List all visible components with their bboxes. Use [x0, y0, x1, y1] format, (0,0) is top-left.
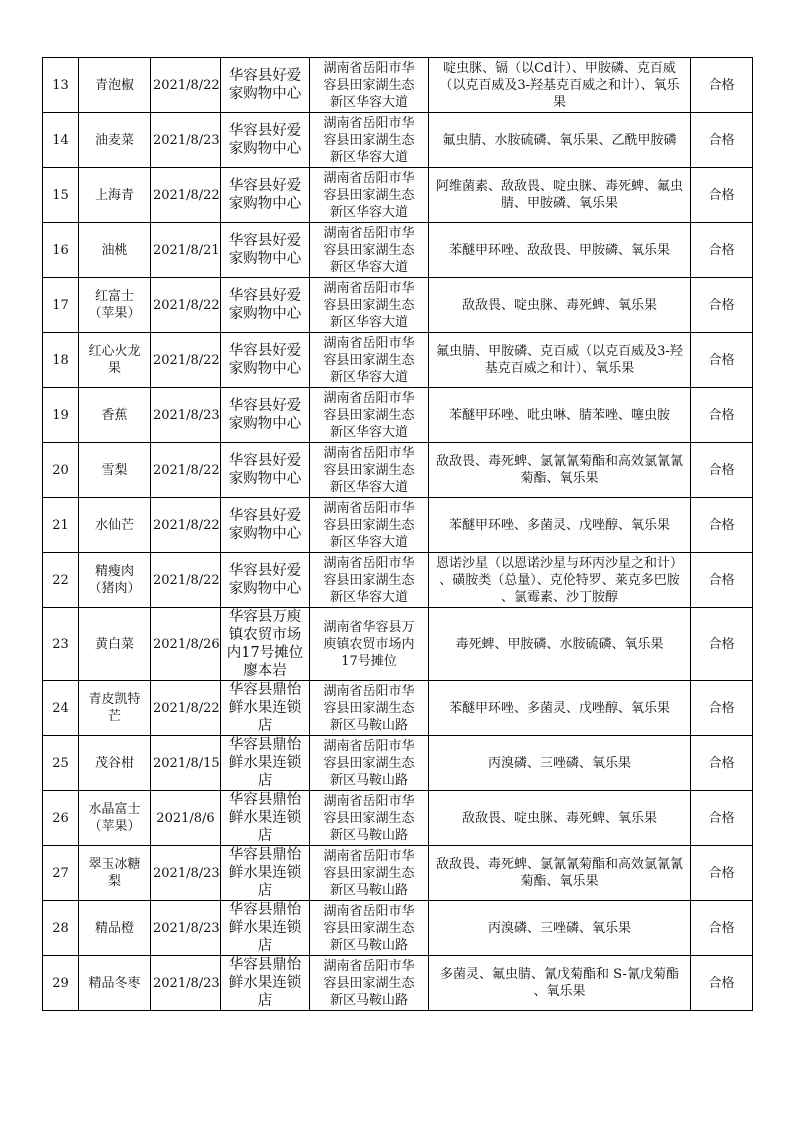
test-items-cell: 氟虫腈、甲胺磷、克百威（以克百威及3-羟 基克百威之和计）、氧乐果 — [429, 333, 691, 388]
table-row — [43, 791, 753, 846]
test-result-cell: 合格 — [691, 791, 753, 846]
market-address-cell: 湖南省岳阳市华 容县田家湖生态 新区马鞍山路 — [310, 901, 429, 956]
sample-date-cell: 2021/8/22 — [151, 333, 221, 388]
sample-date-cell: 2021/8/21 — [151, 223, 221, 278]
sample-date-cell: 2021/8/23 — [151, 901, 221, 956]
sample-date-cell: 2021/8/23 — [151, 388, 221, 443]
market-name-cell: 华容县鼎怡 鲜水果连锁 店 — [221, 681, 310, 736]
table-row — [43, 278, 753, 333]
row-number-cell: 17 — [43, 278, 79, 333]
sample-date-cell: 2021/8/22 — [151, 681, 221, 736]
product-name-cell: 精品橙 — [79, 901, 151, 956]
market-address-cell: 湖南省岳阳市华 容县田家湖生态 新区华容大道 — [310, 333, 429, 388]
test-result-cell: 合格 — [691, 901, 753, 956]
test-items-cell: 苯醚甲环唑、多菌灵、戊唑醇、氧乐果 — [429, 498, 691, 553]
test-result-cell: 合格 — [691, 736, 753, 791]
market-name-cell: 华容县好爱 家购物中心 — [221, 168, 310, 223]
test-result-cell: 合格 — [691, 443, 753, 498]
market-name-cell: 华容县鼎怡 鲜水果连锁 店 — [221, 956, 310, 1011]
row-number-cell: 28 — [43, 901, 79, 956]
table-row — [43, 553, 753, 608]
inspection-results-table — [42, 57, 753, 1011]
table-row — [43, 333, 753, 388]
product-name-cell: 油桃 — [79, 223, 151, 278]
test-result-cell: 合格 — [691, 498, 753, 553]
test-result-cell: 合格 — [691, 333, 753, 388]
row-number-cell: 19 — [43, 388, 79, 443]
test-items-cell: 丙溴磷、三唑磷、氧乐果 — [429, 901, 691, 956]
row-number-cell: 21 — [43, 498, 79, 553]
sample-date-cell: 2021/8/23 — [151, 113, 221, 168]
table-row — [43, 113, 753, 168]
row-number-cell: 20 — [43, 443, 79, 498]
market-address-cell: 湖南省岳阳市华 容县田家湖生态 新区华容大道 — [310, 553, 429, 608]
row-number-cell: 18 — [43, 333, 79, 388]
test-result-cell: 合格 — [691, 278, 753, 333]
market-address-cell: 湖南省岳阳市华 容县田家湖生态 新区马鞍山路 — [310, 791, 429, 846]
table-row — [43, 736, 753, 791]
product-name-cell: 精瘦肉 （猪肉） — [79, 553, 151, 608]
row-number-cell: 15 — [43, 168, 79, 223]
row-number-cell: 23 — [43, 608, 79, 681]
test-items-cell: 阿维菌素、敌敌畏、啶虫脒、毒死蜱、氟虫 腈、甲胺磷、氧乐果 — [429, 168, 691, 223]
row-number-cell: 16 — [43, 223, 79, 278]
product-name-cell: 雪梨 — [79, 443, 151, 498]
product-name-cell: 油麦菜 — [79, 113, 151, 168]
market-name-cell: 华容县鼎怡 鲜水果连锁 店 — [221, 791, 310, 846]
product-name-cell: 红心火龙 果 — [79, 333, 151, 388]
sample-date-cell: 2021/8/23 — [151, 846, 221, 901]
product-name-cell: 翠玉冰糖 梨 — [79, 846, 151, 901]
product-name-cell: 香蕉 — [79, 388, 151, 443]
table-row — [43, 498, 753, 553]
market-address-cell: 湖南省岳阳市华 容县田家湖生态 新区马鞍山路 — [310, 736, 429, 791]
test-items-cell: 苯醚甲环唑、多菌灵、戊唑醇、氧乐果 — [429, 681, 691, 736]
product-name-cell: 水晶富士 （苹果） — [79, 791, 151, 846]
sample-date-cell: 2021/8/22 — [151, 168, 221, 223]
sample-date-cell: 2021/8/22 — [151, 278, 221, 333]
market-address-cell: 湖南省岳阳市华 容县田家湖生态 新区华容大道 — [310, 498, 429, 553]
market-address-cell: 湖南省岳阳市华 容县田家湖生态 新区华容大道 — [310, 58, 429, 113]
table-body — [43, 58, 753, 1011]
market-name-cell: 华容县好爱 家购物中心 — [221, 333, 310, 388]
sample-date-cell: 2021/8/22 — [151, 498, 221, 553]
product-name-cell: 水仙芒 — [79, 498, 151, 553]
table-row — [43, 901, 753, 956]
market-name-cell: 华容县万庾 镇农贸市场 内17号摊位 廖本岩 — [221, 608, 310, 681]
market-address-cell: 湖南省岳阳市华 容县田家湖生态 新区马鞍山路 — [310, 846, 429, 901]
product-name-cell: 上海青 — [79, 168, 151, 223]
table-row — [43, 956, 753, 1011]
product-name-cell: 红富士 （苹果） — [79, 278, 151, 333]
market-address-cell: 湖南省岳阳市华 容县田家湖生态 新区华容大道 — [310, 388, 429, 443]
market-address-cell: 湖南省华容县万 庾镇农贸市场内 17号摊位 — [310, 608, 429, 681]
product-name-cell: 茂谷柑 — [79, 736, 151, 791]
test-result-cell: 合格 — [691, 681, 753, 736]
product-name-cell: 精品冬枣 — [79, 956, 151, 1011]
market-address-cell: 湖南省岳阳市华 容县田家湖生态 新区华容大道 — [310, 223, 429, 278]
test-result-cell: 合格 — [691, 58, 753, 113]
table-row — [43, 443, 753, 498]
table-row — [43, 846, 753, 901]
test-items-cell: 敌敌畏、啶虫脒、毒死蜱、氧乐果 — [429, 278, 691, 333]
sample-date-cell: 2021/8/23 — [151, 956, 221, 1011]
sample-date-cell: 2021/8/22 — [151, 58, 221, 113]
table-row — [43, 388, 753, 443]
test-items-cell: 敌敌畏、啶虫脒、毒死蜱、氧乐果 — [429, 791, 691, 846]
table-row — [43, 168, 753, 223]
test-result-cell: 合格 — [691, 113, 753, 168]
test-result-cell: 合格 — [691, 388, 753, 443]
row-number-cell: 14 — [43, 113, 79, 168]
market-name-cell: 华容县好爱 家购物中心 — [221, 443, 310, 498]
market-name-cell: 华容县鼎怡 鲜水果连锁 店 — [221, 846, 310, 901]
test-items-cell: 啶虫脒、镉（以Cd计）、甲胺磷、克百威 （以克百威及3-羟基克百威之和计）、氧乐 果 — [429, 58, 691, 113]
market-name-cell: 华容县好爱 家购物中心 — [221, 498, 310, 553]
test-items-cell: 敌敌畏、毒死蜱、氯氰氰菊酯和高效氯氰氰 菊酯、氧乐果 — [429, 443, 691, 498]
table-row — [43, 58, 753, 113]
test-result-cell: 合格 — [691, 956, 753, 1011]
market-address-cell: 湖南省岳阳市华 容县田家湖生态 新区马鞍山路 — [310, 681, 429, 736]
market-name-cell: 华容县鼎怡 鲜水果连锁 店 — [221, 736, 310, 791]
sample-date-cell: 2021/8/26 — [151, 608, 221, 681]
test-items-cell: 苯醚甲环唑、吡虫啉、腈苯唑、噻虫胺 — [429, 388, 691, 443]
row-number-cell: 25 — [43, 736, 79, 791]
table-row — [43, 223, 753, 278]
table-row — [43, 681, 753, 736]
table-row — [43, 608, 753, 681]
test-items-cell: 多菌灵、氟虫腈、氰戊菊酯和 S-氰戊菊酯 、氧乐果 — [429, 956, 691, 1011]
row-number-cell: 26 — [43, 791, 79, 846]
market-name-cell: 华容县好爱 家购物中心 — [221, 388, 310, 443]
test-result-cell: 合格 — [691, 223, 753, 278]
market-address-cell: 湖南省岳阳市华 容县田家湖生态 新区华容大道 — [310, 113, 429, 168]
row-number-cell: 29 — [43, 956, 79, 1011]
market-name-cell: 华容县好爱 家购物中心 — [221, 223, 310, 278]
test-result-cell: 合格 — [691, 846, 753, 901]
product-name-cell: 黄白菜 — [79, 608, 151, 681]
row-number-cell: 27 — [43, 846, 79, 901]
product-name-cell: 青泡椒 — [79, 58, 151, 113]
market-address-cell: 湖南省岳阳市华 容县田家湖生态 新区华容大道 — [310, 443, 429, 498]
test-result-cell: 合格 — [691, 168, 753, 223]
test-result-cell: 合格 — [691, 608, 753, 681]
row-number-cell: 24 — [43, 681, 79, 736]
market-name-cell: 华容县鼎怡 鲜水果连锁 店 — [221, 901, 310, 956]
sample-date-cell: 2021/8/22 — [151, 443, 221, 498]
market-name-cell: 华容县好爱 家购物中心 — [221, 278, 310, 333]
test-items-cell: 恩诺沙星（以恩诺沙星与环丙沙星之和计） 、磺胺类（总量）、克伦特罗、莱克多巴胺 、氯霉素、沙丁胺醇 — [429, 553, 691, 608]
market-name-cell: 华容县好爱 家购物中心 — [221, 58, 310, 113]
row-number-cell: 13 — [43, 58, 79, 113]
test-items-cell: 丙溴磷、三唑磷、氧乐果 — [429, 736, 691, 791]
sample-date-cell: 2021/8/15 — [151, 736, 221, 791]
test-items-cell: 毒死蜱、甲胺磷、水胺硫磷、氧乐果 — [429, 608, 691, 681]
market-address-cell: 湖南省岳阳市华 容县田家湖生态 新区马鞍山路 — [310, 956, 429, 1011]
test-items-cell: 敌敌畏、毒死蜱、氯氰氰菊酯和高效氯氰氰 菊酯、氧乐果 — [429, 846, 691, 901]
product-name-cell: 青皮凯特 芒 — [79, 681, 151, 736]
sample-date-cell: 2021/8/6 — [151, 791, 221, 846]
market-address-cell: 湖南省岳阳市华 容县田家湖生态 新区华容大道 — [310, 168, 429, 223]
row-number-cell: 22 — [43, 553, 79, 608]
market-name-cell: 华容县好爱 家购物中心 — [221, 553, 310, 608]
market-address-cell: 湖南省岳阳市华 容县田家湖生态 新区华容大道 — [310, 278, 429, 333]
test-items-cell: 氟虫腈、水胺硫磷、氧乐果、乙酰甲胺磷 — [429, 113, 691, 168]
test-items-cell: 苯醚甲环唑、敌敌畏、甲胺磷、氧乐果 — [429, 223, 691, 278]
market-name-cell: 华容县好爱 家购物中心 — [221, 113, 310, 168]
sample-date-cell: 2021/8/22 — [151, 553, 221, 608]
test-result-cell: 合格 — [691, 553, 753, 608]
